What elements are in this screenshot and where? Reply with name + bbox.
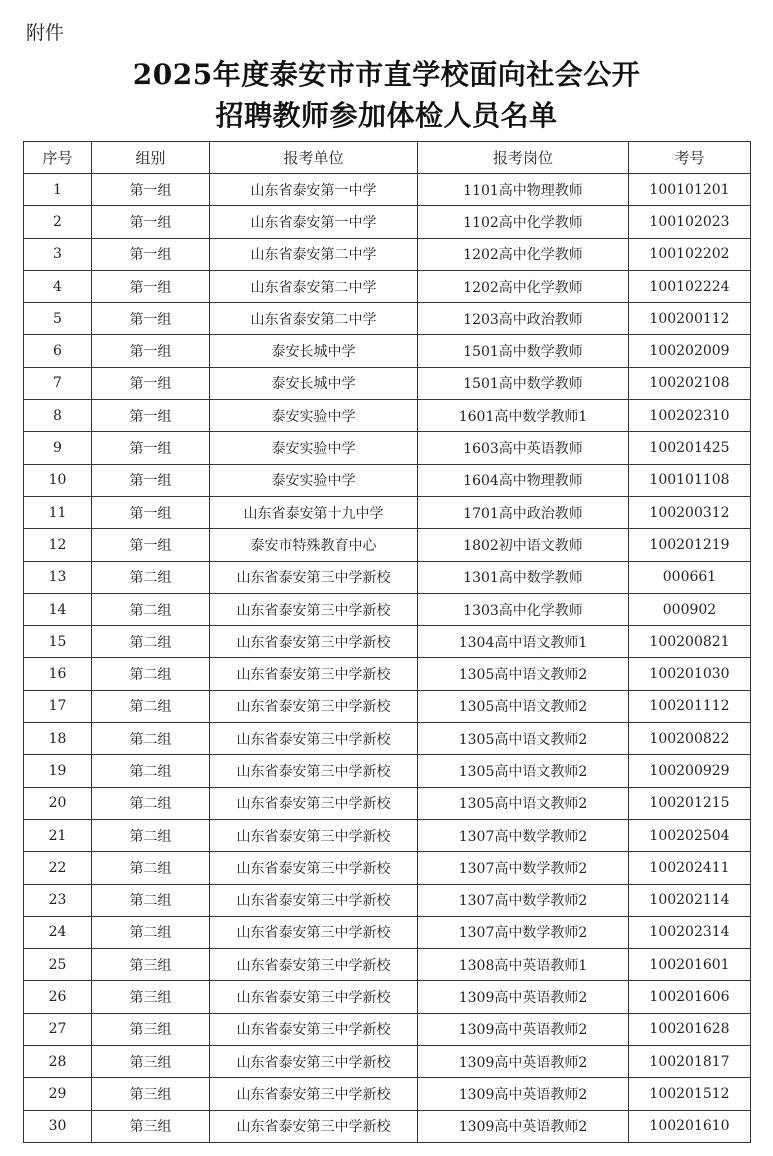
cell-exam-number: 100202314	[629, 916, 751, 948]
cell-exam-number: 100201512	[629, 1078, 751, 1110]
document-title-line-2: 招聘教师参加体检人员名单	[215, 99, 558, 132]
cell-serial: 16	[24, 658, 92, 690]
cell-unit: 山东省泰安第三中学新校	[210, 723, 418, 755]
cell-position: 1305高中语文教师2	[418, 787, 629, 819]
cell-position: 1102高中化学教师	[418, 206, 629, 238]
cell-group: 第一组	[92, 335, 210, 367]
cell-serial: 15	[24, 626, 92, 658]
table-row	[24, 303, 751, 335]
cell-position: 1301高中数学教师	[418, 561, 629, 593]
cell-exam-number: 100101201	[629, 174, 751, 206]
cell-serial: 29	[24, 1078, 92, 1110]
cell-serial: 2	[24, 206, 92, 238]
table-row	[24, 496, 751, 528]
cell-serial: 22	[24, 852, 92, 884]
cell-group: 第三组	[92, 949, 210, 981]
table-row	[24, 949, 751, 981]
cell-group: 第一组	[92, 238, 210, 270]
cell-position: 1309高中英语教师2	[418, 1046, 629, 1078]
cell-unit: 泰安实验中学	[210, 432, 418, 464]
cell-position: 1307高中数学教师2	[418, 916, 629, 948]
table-row	[24, 852, 751, 884]
cell-unit: 山东省泰安第三中学新校	[210, 755, 418, 787]
cell-group: 第二组	[92, 658, 210, 690]
cell-serial: 18	[24, 723, 92, 755]
cell-unit: 泰安市特殊教育中心	[210, 529, 418, 561]
cell-exam-number: 100201112	[629, 690, 751, 722]
cell-unit: 山东省泰安第二中学	[210, 270, 418, 302]
table-row	[24, 529, 751, 561]
cell-unit: 山东省泰安第三中学新校	[210, 819, 418, 851]
cell-unit: 山东省泰安第三中学新校	[210, 787, 418, 819]
cell-group: 第二组	[92, 561, 210, 593]
cell-serial: 9	[24, 432, 92, 464]
cell-unit: 山东省泰安第十九中学	[210, 496, 418, 528]
table-body	[24, 174, 751, 1143]
table-row	[24, 335, 751, 367]
table-row	[24, 787, 751, 819]
cell-serial: 4	[24, 270, 92, 302]
cell-exam-number: 000902	[629, 593, 751, 625]
table-row	[24, 270, 751, 302]
cell-position: 1309高中英语教师2	[418, 1078, 629, 1110]
cell-serial: 11	[24, 496, 92, 528]
cell-position: 1603高中英语教师	[418, 432, 629, 464]
cell-exam-number: 100201215	[629, 787, 751, 819]
table-header-row	[24, 142, 751, 174]
attachment-label: 附件	[26, 22, 65, 44]
cell-unit: 泰安长城中学	[210, 335, 418, 367]
cell-serial: 19	[24, 755, 92, 787]
cell-serial: 12	[24, 529, 92, 561]
cell-position: 1308高中英语教师1	[418, 949, 629, 981]
cell-unit: 山东省泰安第三中学新校	[210, 658, 418, 690]
cell-exam-number: 100201606	[629, 981, 751, 1013]
cell-exam-number: 100201610	[629, 1110, 751, 1142]
cell-exam-number: 100200822	[629, 723, 751, 755]
cell-exam-number: 100102224	[629, 270, 751, 302]
cell-unit: 泰安实验中学	[210, 464, 418, 496]
column-header-exam-number: 考号	[629, 142, 751, 174]
table-row	[24, 432, 751, 464]
document-title-line-1: 2025年度泰安市市直学校面向社会公开	[132, 58, 641, 91]
table-row	[24, 690, 751, 722]
cell-group: 第二组	[92, 787, 210, 819]
table-row	[24, 658, 751, 690]
cell-exam-number: 100201219	[629, 529, 751, 561]
cell-serial: 5	[24, 303, 92, 335]
cell-exam-number: 100201425	[629, 432, 751, 464]
cell-group: 第一组	[92, 400, 210, 432]
cell-unit: 山东省泰安第三中学新校	[210, 852, 418, 884]
column-header-unit: 报考单位	[210, 142, 418, 174]
table-row	[24, 1046, 751, 1078]
cell-serial: 25	[24, 949, 92, 981]
cell-serial: 27	[24, 1013, 92, 1045]
cell-position: 1305高中语文教师2	[418, 755, 629, 787]
cell-position: 1203高中政治教师	[418, 303, 629, 335]
cell-unit: 山东省泰安第三中学新校	[210, 916, 418, 948]
cell-group: 第三组	[92, 1078, 210, 1110]
cell-exam-number: 100201030	[629, 658, 751, 690]
cell-unit: 山东省泰安第三中学新校	[210, 1078, 418, 1110]
table-row	[24, 238, 751, 270]
cell-position: 1501高中数学教师	[418, 367, 629, 399]
cell-position: 1202高中化学教师	[418, 270, 629, 302]
cell-group: 第一组	[92, 367, 210, 399]
cell-exam-number: 100101108	[629, 464, 751, 496]
cell-serial: 20	[24, 787, 92, 819]
cell-unit: 山东省泰安第一中学	[210, 206, 418, 238]
cell-position: 1701高中政治教师	[418, 496, 629, 528]
cell-exam-number: 100200112	[629, 303, 751, 335]
cell-exam-number: 100201601	[629, 949, 751, 981]
cell-position: 1309高中英语教师2	[418, 1013, 629, 1045]
cell-unit: 山东省泰安第一中学	[210, 174, 418, 206]
cell-unit: 泰安长城中学	[210, 367, 418, 399]
table-row	[24, 981, 751, 1013]
cell-unit: 山东省泰安第三中学新校	[210, 1046, 418, 1078]
cell-unit: 山东省泰安第三中学新校	[210, 561, 418, 593]
cell-exam-number: 100202114	[629, 884, 751, 916]
cell-unit: 山东省泰安第三中学新校	[210, 593, 418, 625]
cell-serial: 8	[24, 400, 92, 432]
cell-group: 第三组	[92, 981, 210, 1013]
cell-exam-number: 100102202	[629, 238, 751, 270]
cell-group: 第一组	[92, 529, 210, 561]
cell-group: 第二组	[92, 755, 210, 787]
cell-exam-number: 100102023	[629, 206, 751, 238]
cell-group: 第一组	[92, 496, 210, 528]
candidate-table	[23, 141, 751, 1143]
table-row	[24, 593, 751, 625]
table-row	[24, 723, 751, 755]
column-header-position: 报考岗位	[418, 142, 629, 174]
table-row	[24, 819, 751, 851]
cell-serial: 28	[24, 1046, 92, 1078]
table-row	[24, 561, 751, 593]
cell-position: 1305高中语文教师2	[418, 658, 629, 690]
cell-group: 第一组	[92, 174, 210, 206]
cell-exam-number: 100202108	[629, 367, 751, 399]
table-row	[24, 626, 751, 658]
cell-unit: 山东省泰安第三中学新校	[210, 981, 418, 1013]
table-row	[24, 367, 751, 399]
cell-group: 第一组	[92, 303, 210, 335]
cell-group: 第二组	[92, 593, 210, 625]
cell-group: 第一组	[92, 432, 210, 464]
cell-position: 1303高中化学教师	[418, 593, 629, 625]
cell-position: 1304高中语文教师1	[418, 626, 629, 658]
cell-exam-number: 100202009	[629, 335, 751, 367]
cell-serial: 10	[24, 464, 92, 496]
cell-position: 1309高中英语教师2	[418, 1110, 629, 1142]
cell-position: 1307高中数学教师2	[418, 852, 629, 884]
cell-unit: 山东省泰安第三中学新校	[210, 949, 418, 981]
cell-position: 1802初中语文教师	[418, 529, 629, 561]
cell-unit: 山东省泰安第三中学新校	[210, 1013, 418, 1045]
cell-position: 1101高中物理教师	[418, 174, 629, 206]
cell-position: 1601高中数学教师1	[418, 400, 629, 432]
cell-serial: 30	[24, 1110, 92, 1142]
cell-exam-number: 000661	[629, 561, 751, 593]
table-row	[24, 1078, 751, 1110]
cell-exam-number: 100200821	[629, 626, 751, 658]
cell-exam-number: 100200312	[629, 496, 751, 528]
cell-group: 第二组	[92, 626, 210, 658]
table-row	[24, 206, 751, 238]
table-row	[24, 1110, 751, 1142]
cell-group: 第二组	[92, 819, 210, 851]
table-row	[24, 884, 751, 916]
cell-position: 1305高中语文教师2	[418, 723, 629, 755]
cell-group: 第三组	[92, 1013, 210, 1045]
cell-serial: 1	[24, 174, 92, 206]
cell-position: 1202高中化学教师	[418, 238, 629, 270]
cell-exam-number: 100202504	[629, 819, 751, 851]
column-header-serial: 序号	[24, 142, 92, 174]
cell-unit: 山东省泰安第三中学新校	[210, 1110, 418, 1142]
table-row	[24, 174, 751, 206]
table-row	[24, 1013, 751, 1045]
cell-serial: 17	[24, 690, 92, 722]
cell-serial: 24	[24, 916, 92, 948]
cell-serial: 6	[24, 335, 92, 367]
cell-unit: 山东省泰安第二中学	[210, 303, 418, 335]
column-header-group: 组别	[92, 142, 210, 174]
cell-exam-number: 100200929	[629, 755, 751, 787]
cell-position: 1309高中英语教师2	[418, 981, 629, 1013]
cell-serial: 26	[24, 981, 92, 1013]
cell-unit: 泰安实验中学	[210, 400, 418, 432]
cell-exam-number: 100201817	[629, 1046, 751, 1078]
cell-group: 第二组	[92, 916, 210, 948]
cell-serial: 13	[24, 561, 92, 593]
cell-group: 第一组	[92, 270, 210, 302]
cell-group: 第三组	[92, 1046, 210, 1078]
table-row	[24, 400, 751, 432]
cell-position: 1307高中数学教师2	[418, 819, 629, 851]
cell-position: 1305高中语文教师2	[418, 690, 629, 722]
cell-exam-number: 100202411	[629, 852, 751, 884]
cell-group: 第一组	[92, 206, 210, 238]
cell-exam-number: 100202310	[629, 400, 751, 432]
cell-serial: 3	[24, 238, 92, 270]
cell-unit: 山东省泰安第三中学新校	[210, 690, 418, 722]
cell-position: 1604高中物理教师	[418, 464, 629, 496]
cell-position: 1307高中数学教师2	[418, 884, 629, 916]
cell-serial: 23	[24, 884, 92, 916]
cell-position: 1501高中数学教师	[418, 335, 629, 367]
table-row	[24, 916, 751, 948]
cell-unit: 山东省泰安第三中学新校	[210, 884, 418, 916]
cell-unit: 山东省泰安第二中学	[210, 238, 418, 270]
cell-group: 第一组	[92, 464, 210, 496]
cell-group: 第三组	[92, 1110, 210, 1142]
cell-serial: 21	[24, 819, 92, 851]
cell-exam-number: 100201628	[629, 1013, 751, 1045]
table-row	[24, 755, 751, 787]
cell-group: 第二组	[92, 884, 210, 916]
cell-group: 第二组	[92, 690, 210, 722]
cell-serial: 7	[24, 367, 92, 399]
cell-serial: 14	[24, 593, 92, 625]
cell-group: 第二组	[92, 852, 210, 884]
cell-unit: 山东省泰安第三中学新校	[210, 626, 418, 658]
cell-group: 第二组	[92, 723, 210, 755]
table-row	[24, 464, 751, 496]
